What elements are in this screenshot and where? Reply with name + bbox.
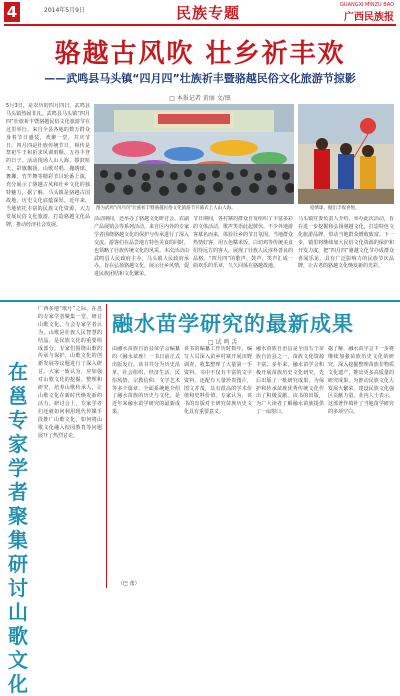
article3-headline: 融水苗学研究的最新成果: [112, 312, 354, 336]
sidebar-vertical-title: [3, 360, 33, 696]
sidebar-title-char: 文: [8, 648, 28, 672]
sidebar-title-char: 山: [8, 600, 28, 624]
header-rule: [4, 24, 396, 26]
brand-name: 广西民族报: [344, 12, 394, 23]
sidebar-title-char: 者: [8, 480, 28, 504]
page-header: [0, 0, 400, 26]
photo1-caption: 图为武鸣“四月四”壮族祈丰暨骆越民俗文化旅游节开幕式上人山人海。: [96, 206, 236, 211]
article1-column-1: 5月3日，是农历的四月四日，武鸣县马头镇热闹非凡。武鸣县马头镇“四月四”壮族祈丰暨骆越民俗文化旅游节在这里举行。来自全县各地的数万群众身着节日盛装，欢聚一堂，共庆节日。四月四是壮族传统节日，相传是祭祀牛王和祈求风调雨顺、五谷丰登的日子。活动现场人山人海，锣鼓喧天，彩旗飘扬。山歌对唱、抛绣球、舞狮、竹竿舞等精彩节目轮番上演，充分展示了骆越古风和壮乡文化的独特魅力。据了解，马头镇是骆越古国故地，历史文化底蕴深厚。近年来，当地依托丰富的民族文化资源，大力发展民俗文化旅游，打造骆越文化品牌，推动经济社会发展。: [6, 103, 90, 228]
brand-pinyin: GUANGXI MINZU BAO: [340, 2, 394, 8]
sidebar-title-char: 化: [8, 672, 28, 696]
sidebar-title-char: 聚: [8, 504, 28, 528]
sidebar-title-char: 家: [8, 432, 28, 456]
newspaper-brand: [340, 2, 394, 23]
article3-column-2: 该书的编纂工作历时数年，编写人员深入苗乡村寨开展田野调查，收集整理了大量第一手资料。书中不仅有丰富的文字资料，还配有大量珍贵图片，图文并茂，具有很高的学术价值和史料价值。专家认为，该书的出版对于研究苗族历史文化具有重要意义。: [184, 346, 252, 416]
sidebar-title-char: 学: [8, 456, 28, 480]
sidebar-title-char: 集: [8, 528, 28, 552]
sidebar-author: （巴 蕾）: [118, 581, 140, 587]
photo2-caption: 抢绣球，抛出丰收喜悦。: [310, 206, 360, 211]
section-title: 民族专题: [176, 4, 241, 22]
issue-date: 2014年5月9日: [44, 7, 85, 14]
embroidered-ball-photo: [298, 104, 394, 204]
page-number: 4: [4, 2, 20, 22]
article1-column-3: 节日期间，各村寨的群众自发组织了丰富多彩的文体活动，歌声笑语此起彼伏。不少外地游客慕名而来，体验壮乡的节日氛围。当地群众热情好客，用五色糯米饭、白切鸡等传统美食招待远方的客人，展现了壮族人民淳朴善良的品格。“四月四”的歌声、鼓声、笑声汇成一曲欢乐的乐章，久久回荡在骆越故地。: [193, 216, 293, 270]
sidebar-title-char: 研: [8, 552, 28, 576]
sidebar-title-char: 讨: [8, 576, 28, 600]
section-divider: [0, 300, 400, 302]
article1-column-2: 活动期间，还举办了骆越文化研讨会、农副产品展销会等系列活动。来自区内外的专家学者围绕骆越文化的保护与传承进行了深入交流。游客们在品尝地方特色美食的同时，也领略了壮族传统文化的风采。本次活动由武鸣县人民政府主办，马头镇人民政府承办，旨在弘扬骆越文化，展示壮乡风情，促进民族团结和文化繁荣。: [94, 216, 189, 278]
byline: □ 本报记者 黄丽 文/图: [169, 95, 231, 102]
sidebar-title-char: 在: [8, 360, 28, 384]
subheadline: ——武鸣县马头镇“四月四”壮族祈丰暨骆越民俗文化旅游节掠影: [44, 72, 356, 85]
column-rule: [106, 304, 107, 588]
sidebar-title-char: 专: [8, 408, 28, 432]
sidebar-title-char: 歌: [8, 624, 28, 648]
headline: 骆越古风吹 壮乡祈丰欢: [54, 39, 346, 69]
article3-column-3: 融水苗族自治县是全国五个苗族自治县之一，苗族文化资源丰富。多年来，融水苗学会积极开展苗族历史文化研究，先后出版了一批研究成果，为保护和传承苗族优秀传统文化作出了积极贡献。该书的出版，为广大读者了解融水苗族提供了一扇窗口。: [256, 346, 324, 416]
article3-author: □ 试 鸣 舌: [208, 339, 238, 346]
festival-crowd-photo: [94, 104, 294, 204]
article3-column-4: 据了解，融水苗学会下一步将继续加强苗族历史文化的研究，深入挖掘整理苗族非物质文化遗产，推出更多高质量的研究成果，为推动民族文化大发展大繁荣，建设民族文化强区贡献力量。业内人士表示，这部著作填补了当地苗学研究的多项空白。: [328, 346, 394, 416]
article1-column-4: 马头镇党委负责人介绍，举办此次活动，旨在进一步挖掘和弘扬骆越文化，打造特色文化旅游品牌，带动当地群众增收致富。下一步，镇里将继续加大民俗文化资源的保护和开发力度，把“四月四”骆越文化节办成群众喜闻乐见、具有广泛影响力的民族节庆品牌，让古老的骆越文化焕发新的光彩。: [298, 216, 394, 270]
article3-column-1: 由融水苗族自治县苗学会编纂的《融水苗族》一书日前正式出版发行。该书共分为历史沿革、社会组织、经济生活、民俗风情、宗教信仰、文学艺术等多个篇章，全面系统地介绍了融水苗族的历史与文化，是近年来融水苗学研究的最新成果。: [112, 346, 180, 416]
sidebar-title-char: 邕: [8, 384, 28, 408]
sidebar-article-body: 广西多地“歌圩”之际，在邕的专家学者聚集一堂，研讨山歌文化。与会专家学者认为，山歌是壮族人民智慧的结晶，是民族文化的重要组成部分。专家们围绕山歌的传承与保护、山歌文化的创新发展等议题进行了深入研讨。大家一致认为，应加强对山歌文化的挖掘、整理和研究，培养山歌传承人，让山歌文化在新时代焕发新的活力。研讨会上，专家学者们还就如何利用现代传媒手段推广山歌文化，如何将山歌文化融入校园教育等问题展开了热烈讨论。: [38, 306, 102, 439]
